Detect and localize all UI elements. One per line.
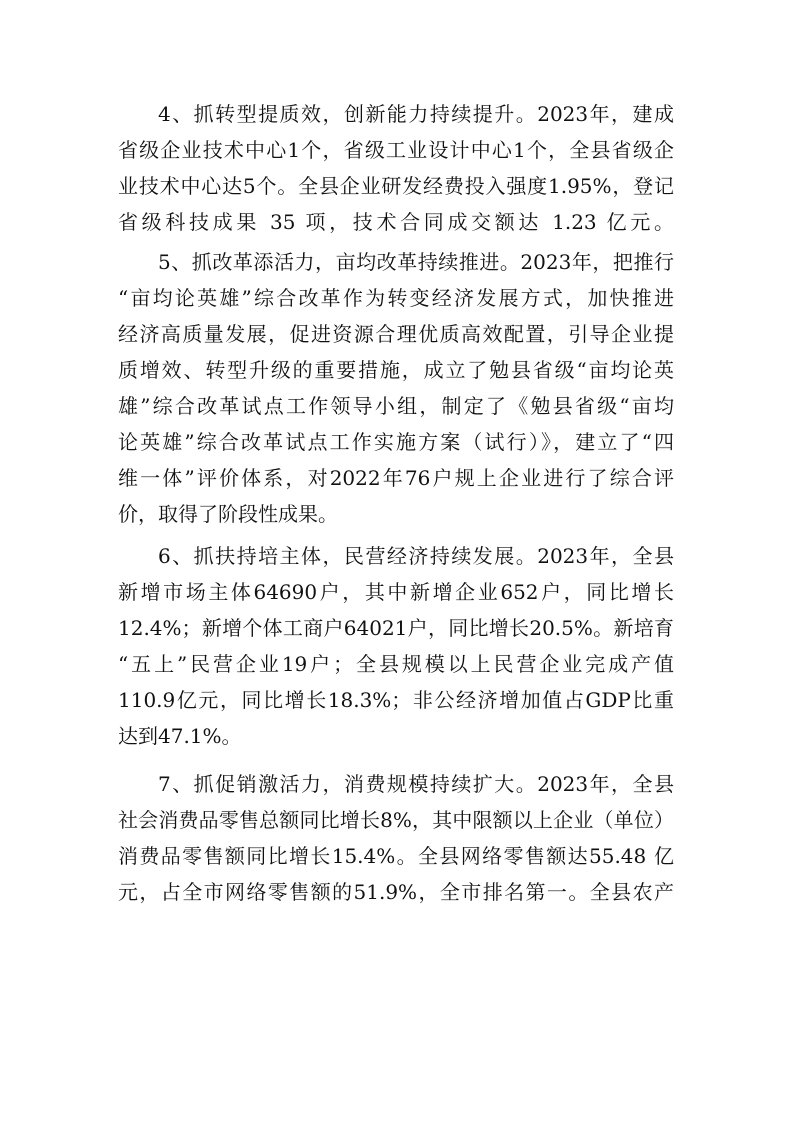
text-line: 质增效、转型升级的重要措施，成立了勉县省级“亩均论英 — [118, 358, 674, 382]
text-line: “五上”民营企业19户；全县规模以上民营企业完成产值 — [118, 652, 674, 676]
paragraph-4 — [118, 96, 674, 240]
text-line: 雄”综合改革试点工作领导小组，制定了《勉县省级“亩均 — [118, 394, 674, 418]
text-line: 元，占全市网络零售额的51.9%，全市排名第一。全县农产 — [118, 880, 674, 904]
text-line: 消费品零售额同比增长15.4%。全县网络零售额达55.48 亿 — [118, 844, 674, 868]
text-line: 4、抓转型提质效，创新能力持续提升。2023年，建成 — [158, 102, 674, 126]
text-line: 论英雄”综合改革试点工作实施方案（试行）》，建立了“四 — [118, 430, 674, 454]
text-line: 7、抓促销激活力，消费规模持续扩大。2023年，全县 — [158, 772, 674, 796]
document-body — [118, 96, 674, 910]
text-line: “亩均论英雄”综合改革作为转变经济发展方式，加快推进 — [118, 286, 674, 310]
text-line: 业技术中心达5个。全县企业研发经费投入强度1.95%，登记 — [118, 174, 674, 198]
paragraph-7 — [118, 766, 674, 910]
text-line: 达到47.1%。 — [118, 724, 242, 748]
text-line: 省级科技成果 35 项，技术合同成交额达 1.23 亿元。 — [118, 210, 674, 234]
text-line: 省级企业技术中心1个，省级工业设计中心1个，全县省级企 — [118, 138, 674, 162]
text-line: 维一体”评价体系，对2022年76户规上企业进行了综合评 — [118, 466, 674, 490]
text-line: 价，取得了阶段性成果。 — [118, 502, 338, 526]
text-line: 新增市场主体64690户，其中新增企业652户，同比增长 — [118, 580, 674, 604]
paragraph-6 — [118, 538, 674, 754]
text-line: 12.4%；新增个体工商户64021户，同比增长20.5%。新培育 — [118, 616, 674, 640]
text-line: 6、抓扶持培主体，民营经济持续发展。2023年，全县 — [158, 544, 674, 568]
paragraph-5 — [118, 244, 674, 532]
text-line: 5、抓改革添活力，亩均改革持续推进。2023年，把推行 — [158, 250, 674, 274]
text-line: 110.9亿元，同比增长18.3%；非公经济增加值占GDP比重 — [118, 688, 674, 712]
text-line: 社会消费品零售总额同比增长8%，其中限额以上企业（单位） — [118, 808, 674, 832]
text-line: 经济高质量发展，促进资源合理优质高效配置，引导企业提 — [118, 322, 674, 346]
